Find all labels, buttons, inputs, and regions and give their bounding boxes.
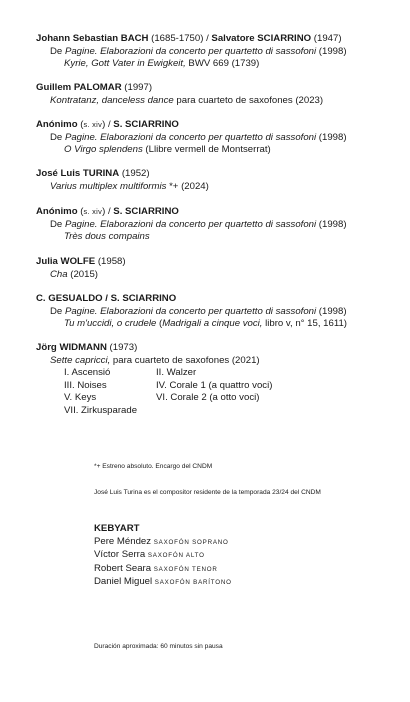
work-prefix: De (50, 45, 65, 57)
work-line (36, 132, 396, 145)
composer-name: Anónimo (36, 206, 78, 217)
sub-work-line (36, 318, 396, 331)
work-title: Varius multiplex multiformis (50, 180, 167, 192)
work-title: Pagine. Elaborazioni da concerto per quartetto di sassofoni (64, 131, 317, 143)
movement-item: II. Walzer (156, 367, 197, 379)
sub-work-title: Kyrie, Gott Vater in Ewigkeit, (64, 58, 186, 70)
work-prefix: De (50, 218, 65, 230)
work-detail: para cuarteto de saxofones (2021) (110, 354, 260, 366)
ensemble-block (94, 523, 394, 590)
movement-item: VII. Zirkusparade (64, 404, 138, 416)
work-year: (1998) (316, 45, 347, 57)
composer-dates: (1997) (121, 82, 153, 93)
movement-item: VI. Corale 2 (a otto voci) (156, 392, 260, 404)
composer-line (36, 293, 396, 306)
work-line (36, 355, 396, 368)
composer-dates: (1952) (119, 168, 150, 179)
composer-name: Johann Sebastian BACH (36, 33, 149, 44)
century: s. xiv (83, 207, 103, 216)
composer-line (36, 82, 396, 95)
movement-item: III. Noises (64, 379, 107, 391)
work-year: (1998) (316, 305, 347, 317)
resident-note: José Luis Turina es el compositor residente de la temporada 23/24 del CNDM (94, 489, 321, 496)
member-role: SAXOFÓN SOPRANO (153, 538, 229, 546)
program-entry-anonimo-1 (36, 119, 396, 157)
sub-work-detail: libro v, n° 15, 1611) (262, 318, 347, 330)
work-line (36, 95, 396, 108)
composer-dates: (1685-1750) / (148, 33, 212, 44)
composer-dates: (1958) (95, 256, 126, 267)
work-detail: para cuarteto de saxofones (2023) (173, 94, 324, 106)
sub-work-title: O Virgo splendens (64, 144, 143, 156)
program-entry-palomar (36, 82, 396, 107)
sub-work-detail: BWV 669 (1739) (185, 58, 260, 70)
composer-line (36, 33, 396, 46)
composer-name: Julia WOLFE (36, 256, 96, 267)
premiere-note: *+ Estreno absoluto. Encargo del CNDM (94, 463, 213, 470)
composer-dates: (1973) (106, 342, 138, 353)
member-name: Víctor Serra (94, 549, 146, 561)
sub-work-title: Tu m'uccidi, o crudele (64, 318, 157, 330)
work-title: Cha (50, 268, 68, 280)
member-role: SAXOFÓN BARÍTONO (154, 579, 232, 587)
sub-work-line (36, 231, 396, 244)
sub-work-title: Très dous compains (64, 231, 150, 243)
work-title: Pagine. Elaborazioni da concerto per quartetto di sassofoni (64, 45, 317, 57)
sub-work-detail: (Llibre vermell de Montserrat) (142, 144, 271, 156)
composer-line (36, 256, 396, 269)
member-name: Robert Seara (94, 562, 152, 574)
member-role: SAXOFÓN ALTO (147, 552, 205, 560)
movement-item: V. Keys (64, 392, 97, 404)
work-prefix: De (50, 305, 65, 317)
sub-work-line (36, 58, 396, 71)
movement-item: I. Ascensió (64, 367, 111, 379)
work-line (36, 219, 396, 232)
paren: ( (156, 318, 163, 330)
ensemble-name (94, 523, 394, 536)
composer-line (36, 168, 396, 181)
composer-dates: (1947) (311, 33, 342, 44)
century: s. xiv (83, 120, 103, 129)
composer-name: Guillem PALOMAR (36, 82, 122, 93)
composer-line: Anónimo (s. xiv) / S. SCIARRINO (36, 206, 179, 217)
composer-name: S. SCIARRINO (113, 119, 179, 130)
program-entry-gesualdo (36, 293, 396, 331)
work-line (36, 306, 396, 319)
duration-note: Duración aproximada: 60 minutos sin pausa (94, 643, 223, 650)
program-entry-wolfe (36, 256, 396, 281)
composer-name: Anónimo (36, 119, 78, 130)
work-title: Pagine. Elaborazioni da concerto per quartetto di sassofoni (64, 305, 317, 317)
ensemble-name-text: KEBYART (94, 523, 140, 534)
composer-name: C. GESUALDO / S. SCIARRINO (36, 293, 177, 304)
work-detail: *+ (2024) (166, 180, 209, 192)
sub-work-title-2: Madrigali a cinque voci, (162, 318, 263, 330)
movement-item: IV. Corale 1 (a quattro voci) (156, 379, 273, 391)
member-row (94, 576, 394, 590)
member-name: Pere Méndez (94, 535, 152, 547)
work-line (36, 46, 396, 59)
member-name: Daniel Miguel (94, 576, 153, 588)
work-line (36, 181, 396, 194)
work-title: Pagine. Elaborazioni da concerto per quartetto di sassofoni (64, 218, 317, 230)
work-prefix: De (50, 131, 65, 143)
composer-name: S. SCIARRINO (113, 206, 179, 217)
work-title: Sette capricci, (50, 354, 111, 366)
composer-line (36, 342, 396, 355)
composer-line: Anónimo (s. xiv) / S. SCIARRINO (36, 119, 179, 130)
work-detail: (2015) (67, 268, 99, 280)
work-year: (1998) (316, 218, 347, 230)
sub-work-line (36, 144, 396, 157)
composer-name: Jörg WIDMANN (36, 342, 107, 353)
work-title: Kontratanz, danceless dance (50, 94, 174, 106)
composer-name: José Luis TURINA (36, 168, 120, 179)
work-line (36, 269, 396, 282)
member-row (94, 536, 394, 550)
program-entry-anonimo-2 (36, 206, 396, 244)
work-year: (1998) (316, 131, 347, 143)
composer-name: Salvatore SCIARRINO (211, 33, 312, 44)
movements-list (36, 367, 396, 417)
member-row (94, 549, 394, 563)
program-entry-widmann (36, 342, 396, 418)
program-entry-turina (36, 168, 396, 193)
program-entry-bach (36, 33, 396, 71)
member-row (94, 563, 394, 577)
member-role: SAXOFÓN TENOR (153, 565, 218, 573)
